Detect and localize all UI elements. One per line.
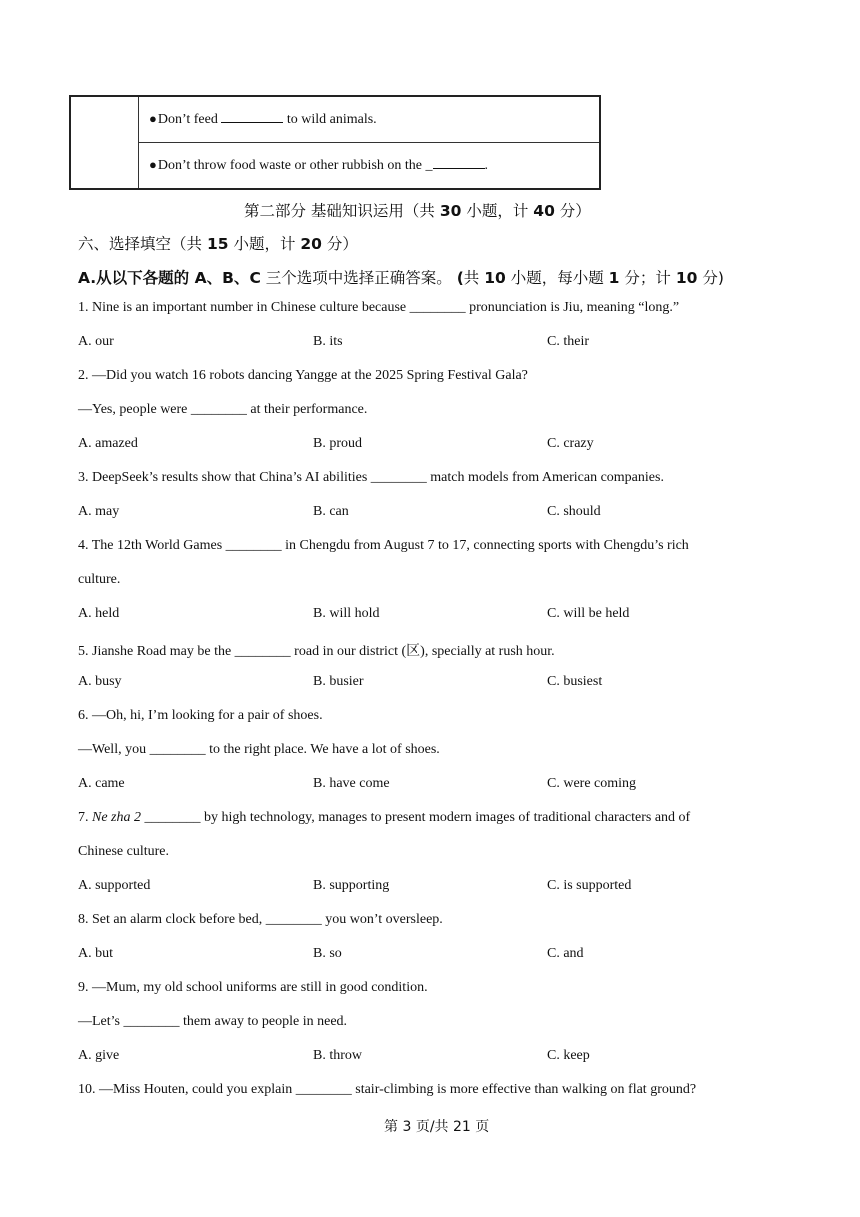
section-6-heading: 六、选择填空（共 15 小题，计 20 分） <box>78 235 358 253</box>
question-3-stem: 3. DeepSeek’s results show that China’s AI abilities ________ match models from American companies. <box>78 470 664 485</box>
option-c: C. were coming <box>547 776 637 791</box>
question-2-stem: 2. —Did you watch 16 robots dancing Yangge at the 2025 Spring Festival Gala? <box>78 368 528 383</box>
option-a: A. busy <box>78 674 122 689</box>
part-2-heading: 第二部分 基础知识运用（共 30 小题，计 40 分） <box>244 202 591 220</box>
option-a: A. supported <box>78 878 151 893</box>
bullet-dot-icon: ● <box>149 157 157 172</box>
option-b: B. can <box>313 504 349 519</box>
option-a: A. may <box>78 504 120 519</box>
question-6-stem-line-2: —Well, you ________ to the right place. We have a lot of shoes. <box>78 742 440 757</box>
option-c: C. keep <box>547 1048 590 1063</box>
option-b: B. busier <box>313 674 364 689</box>
option-a: A. amazed <box>78 436 138 451</box>
notice-rule-2 <box>139 143 601 190</box>
question-9-stem-line-2: —Let’s ________ them away to people in need. <box>78 1014 348 1029</box>
option-c: C. should <box>547 504 601 519</box>
question-5-stem: 5. Jianshe Road may be the ________ road in our district (区), specially at rush hour. <box>78 644 555 659</box>
rule-2-text-after: . <box>484 158 488 173</box>
rule-1-text-after: to wild animals. <box>283 112 377 127</box>
option-b: B. have come <box>313 776 390 791</box>
option-c: C. will be held <box>547 606 630 621</box>
option-a: A. give <box>78 1048 120 1063</box>
option-b: B. throw <box>313 1048 362 1063</box>
option-a: A. came <box>78 776 125 791</box>
answer-blank <box>433 158 485 169</box>
option-b: B. will hold <box>313 606 380 621</box>
film-title: Ne zha 2 <box>92 810 141 825</box>
option-c: C. and <box>547 946 584 961</box>
notice-table <box>69 95 601 190</box>
question-7-stem-line-2: Chinese culture. <box>78 844 169 859</box>
rule-1-text-before: Don’t feed <box>157 112 222 127</box>
option-b: B. proud <box>313 436 362 451</box>
question-4-stem-line-2: culture. <box>78 572 121 587</box>
rule-2-text-before: Don’t throw food waste or other rubbish on the _ <box>157 158 433 173</box>
question-7-stem: 7. Ne zha 2 ________ by high technology, manages to present modern images of traditional characters and of <box>78 810 691 825</box>
option-b: B. so <box>313 946 342 961</box>
option-c: C. busiest <box>547 674 603 689</box>
option-c: C. crazy <box>547 436 594 451</box>
section-a-instruction: A.从以下各题的 A、B、C 三个选项中选择正确答案。 (共 10 小题，每小题 1 分；计 10 分) <box>78 269 724 287</box>
question-4-stem: 4. The 12th World Games ________ in Chengdu from August 7 to 17, connecting sports with Chengdu’s rich <box>78 538 689 553</box>
option-a: A. but <box>78 946 113 961</box>
bullet-dot-icon: ● <box>149 111 157 126</box>
option-b: B. supporting <box>313 878 390 893</box>
option-b: B. its <box>313 334 343 349</box>
question-1-stem: 1. Nine is an important number in Chinese culture because ________ pronunciation is Jiu, meaning “long.” <box>78 300 680 315</box>
question-9-stem: 9. —Mum, my old school uniforms are still in good condition. <box>78 980 428 995</box>
notice-rule-1 <box>139 96 601 143</box>
notice-table-blank-cell <box>70 96 139 189</box>
option-c: C. is supported <box>547 878 632 893</box>
option-a: A. held <box>78 606 120 621</box>
option-a: A. our <box>78 334 114 349</box>
question-8-stem: 8. Set an alarm clock before bed, ________ you won’t oversleep. <box>78 912 443 927</box>
option-c: C. their <box>547 334 589 349</box>
page-number-footer: 第 3 页/共 21 页 <box>384 1119 490 1135</box>
question-10-stem: 10. —Miss Houten, could you explain ________ stair-climbing is more effective than walking on flat ground? <box>78 1082 697 1097</box>
question-6-stem: 6. —Oh, hi, I’m looking for a pair of shoes. <box>78 708 323 723</box>
question-2-stem-line-2: —Yes, people were ________ at their performance. <box>78 402 368 417</box>
answer-blank <box>221 112 283 123</box>
